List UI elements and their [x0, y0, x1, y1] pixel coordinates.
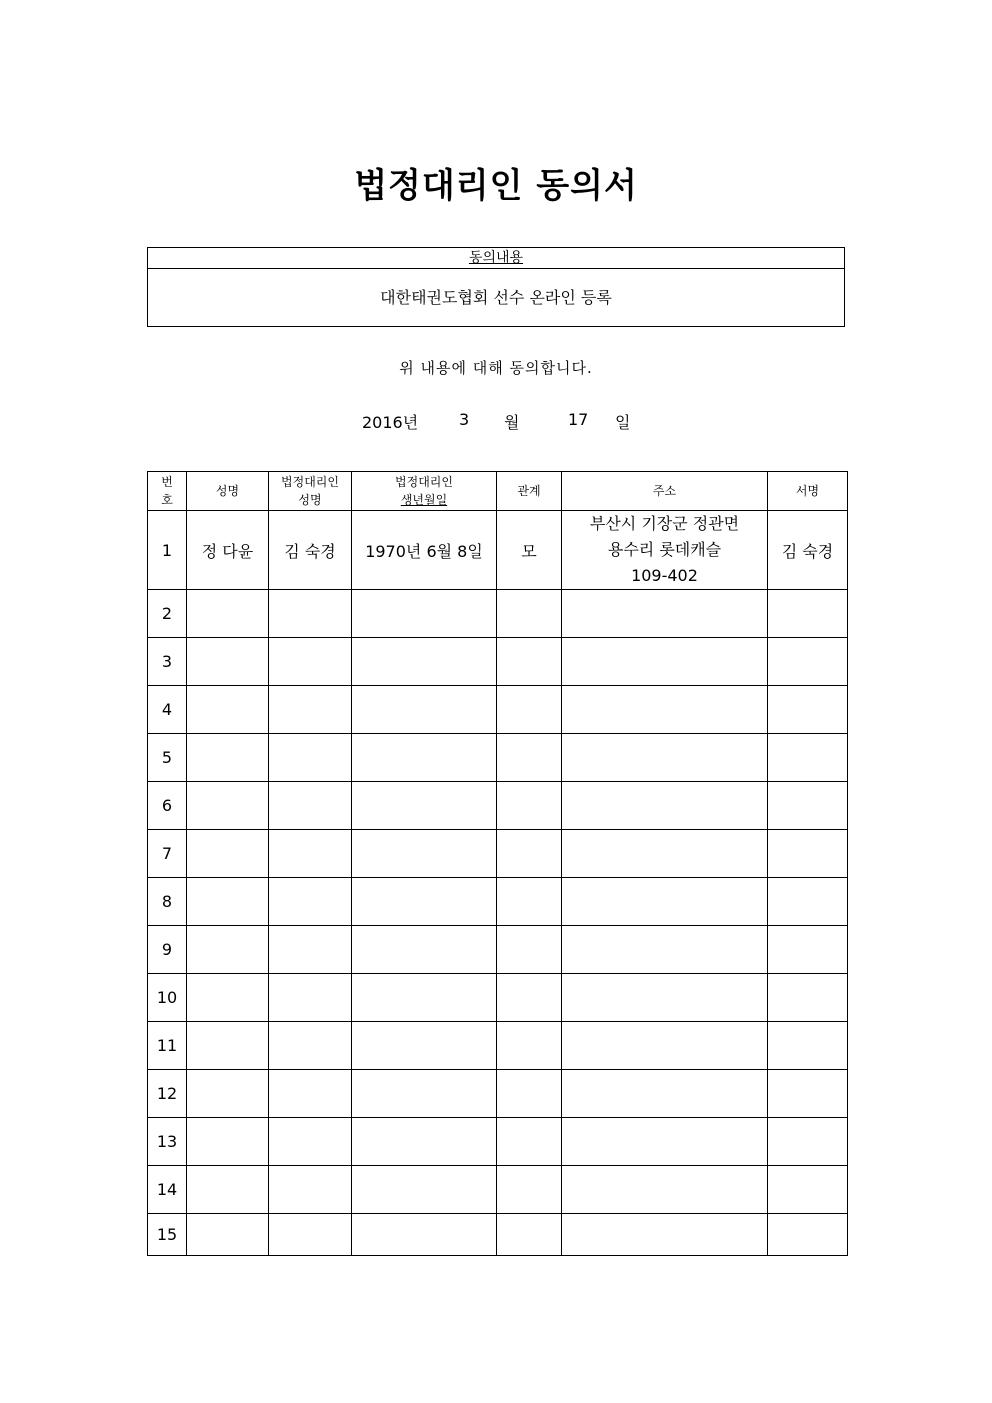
row-number: 10: [148, 974, 187, 1022]
consent-header: [148, 248, 844, 269]
row-number: 15: [148, 1214, 187, 1256]
registration-table: [147, 471, 848, 1256]
cell-name[interactable]: [187, 590, 269, 638]
cell-guardian-name: 김 숙경: [269, 511, 352, 590]
cell-name[interactable]: [187, 638, 269, 686]
cell-name[interactable]: [187, 878, 269, 926]
cell-guardian-name[interactable]: [269, 782, 352, 830]
cell-relation[interactable]: [497, 1214, 562, 1256]
date-day-unit: 일: [615, 413, 631, 432]
cell-address[interactable]: [562, 926, 768, 974]
table-row: [148, 1070, 848, 1118]
cell-guardian-birth[interactable]: [352, 1070, 497, 1118]
row-number: 3: [148, 638, 187, 686]
cell-relation[interactable]: [497, 638, 562, 686]
cell-guardian-name[interactable]: [269, 878, 352, 926]
table-row: [148, 734, 848, 782]
table-row: [148, 1022, 848, 1070]
header-guardian-name: 법정대리인 성명: [269, 472, 352, 511]
cell-guardian-name[interactable]: [269, 1118, 352, 1166]
header-guardian-birth: 법정대리인 생년월일: [352, 472, 497, 511]
table-row: [148, 782, 848, 830]
cell-address: 부산시 기장군 정관면 용수리 롯데캐슬 109-402: [562, 511, 768, 590]
cell-guardian-birth[interactable]: [352, 782, 497, 830]
cell-name[interactable]: [187, 1118, 269, 1166]
cell-relation[interactable]: [497, 1166, 562, 1214]
date-month: 3: [459, 410, 470, 429]
date-year: 2016년: [362, 413, 419, 432]
row-number: 7: [148, 830, 187, 878]
cell-guardian-name[interactable]: [269, 1022, 352, 1070]
cell-signature[interactable]: [768, 1022, 848, 1070]
cell-name[interactable]: [187, 1214, 269, 1256]
cell-name: 정 다윤: [187, 511, 269, 590]
row-number: 13: [148, 1118, 187, 1166]
cell-signature[interactable]: [768, 974, 848, 1022]
table-row: [148, 878, 848, 926]
cell-guardian-name[interactable]: [269, 830, 352, 878]
cell-relation[interactable]: [497, 590, 562, 638]
cell-guardian-birth[interactable]: [352, 974, 497, 1022]
table-row: [148, 590, 848, 638]
cell-signature: 김 숙경: [768, 511, 848, 590]
table-row: [148, 511, 848, 590]
consent-content: 대한태권도협회 선수 온라인 등록: [380, 288, 612, 307]
cell-guardian-birth[interactable]: [352, 1022, 497, 1070]
cell-name[interactable]: [187, 782, 269, 830]
cell-relation[interactable]: [497, 878, 562, 926]
row-number: 12: [148, 1070, 187, 1118]
cell-guardian-birth[interactable]: [352, 590, 497, 638]
cell-address[interactable]: [562, 974, 768, 1022]
cell-guardian-birth[interactable]: [352, 926, 497, 974]
cell-relation[interactable]: [497, 926, 562, 974]
cell-address[interactable]: [562, 590, 768, 638]
cell-guardian-name[interactable]: [269, 590, 352, 638]
row-number: 14: [148, 1166, 187, 1214]
cell-signature[interactable]: [768, 638, 848, 686]
row-number: 6: [148, 782, 187, 830]
cell-signature[interactable]: [768, 878, 848, 926]
cell-signature[interactable]: [768, 590, 848, 638]
cell-address[interactable]: [562, 1022, 768, 1070]
cell-name[interactable]: [187, 686, 269, 734]
cell-signature[interactable]: [768, 686, 848, 734]
cell-guardian-birth[interactable]: [352, 686, 497, 734]
cell-relation[interactable]: [497, 734, 562, 782]
table-row: [148, 1214, 848, 1256]
cell-guardian-name[interactable]: [269, 1166, 352, 1214]
cell-name[interactable]: [187, 734, 269, 782]
table-row: [148, 1118, 848, 1166]
cell-signature[interactable]: [768, 734, 848, 782]
cell-relation[interactable]: [497, 782, 562, 830]
cell-address[interactable]: [562, 1166, 768, 1214]
cell-guardian-name[interactable]: [269, 926, 352, 974]
cell-guardian-name[interactable]: [269, 638, 352, 686]
cell-guardian-birth[interactable]: [352, 1118, 497, 1166]
cell-address[interactable]: [562, 686, 768, 734]
header-name: 성명: [187, 472, 269, 511]
cell-guardian-birth[interactable]: [352, 1166, 497, 1214]
cell-relation[interactable]: [497, 830, 562, 878]
cell-address[interactable]: [562, 782, 768, 830]
cell-guardian-name[interactable]: [269, 974, 352, 1022]
cell-signature[interactable]: [768, 1166, 848, 1214]
table-row: [148, 926, 848, 974]
cell-relation[interactable]: [497, 1118, 562, 1166]
cell-relation: 모: [497, 511, 562, 590]
table-row: [148, 830, 848, 878]
cell-guardian-name[interactable]: [269, 1070, 352, 1118]
table-header-row: [148, 472, 848, 511]
table-row: [148, 1166, 848, 1214]
cell-relation[interactable]: [497, 1022, 562, 1070]
header-signature: 서명: [768, 472, 848, 511]
cell-signature[interactable]: [768, 830, 848, 878]
cell-guardian-birth[interactable]: [352, 638, 497, 686]
cell-guardian-birth[interactable]: [352, 1214, 497, 1256]
cell-guardian-birth[interactable]: [352, 830, 497, 878]
row-number: 11: [148, 1022, 187, 1070]
cell-relation[interactable]: [497, 686, 562, 734]
date-month-unit: 월: [504, 413, 520, 432]
cell-name[interactable]: [187, 926, 269, 974]
cell-name[interactable]: [187, 1022, 269, 1070]
consent-box: [147, 247, 845, 327]
row-number: 9: [148, 926, 187, 974]
cell-name[interactable]: [187, 974, 269, 1022]
cell-address[interactable]: [562, 878, 768, 926]
cell-name[interactable]: [187, 830, 269, 878]
cell-address[interactable]: [562, 1214, 768, 1256]
consent-header-label: 동의내용: [468, 250, 524, 266]
cell-address[interactable]: [562, 734, 768, 782]
cell-signature[interactable]: [768, 1118, 848, 1166]
cell-relation[interactable]: [497, 1070, 562, 1118]
cell-address[interactable]: [562, 1118, 768, 1166]
agreement-text: 위 내용에 대해 동의합니다.: [399, 359, 593, 377]
cell-relation[interactable]: [497, 974, 562, 1022]
cell-signature[interactable]: [768, 1070, 848, 1118]
header-number: 번 호: [148, 472, 187, 511]
header-address: 주소: [562, 472, 768, 511]
cell-guardian-name[interactable]: [269, 734, 352, 782]
cell-guardian-birth[interactable]: [352, 878, 497, 926]
cell-guardian-name[interactable]: [269, 686, 352, 734]
cell-name[interactable]: [187, 1166, 269, 1214]
date-day: 17: [568, 410, 589, 429]
cell-guardian-name[interactable]: [269, 1214, 352, 1256]
table-row: [148, 686, 848, 734]
row-number: 8: [148, 878, 187, 926]
cell-address[interactable]: [562, 638, 768, 686]
table-row: [148, 638, 848, 686]
row-number: 1: [148, 511, 187, 590]
cell-address[interactable]: [562, 830, 768, 878]
cell-name[interactable]: [187, 1070, 269, 1118]
table-row: [148, 974, 848, 1022]
cell-signature[interactable]: [768, 1214, 848, 1256]
row-number: 4: [148, 686, 187, 734]
cell-guardian-birth: 1970년 6월 8일: [352, 511, 497, 590]
row-number: 2: [148, 590, 187, 638]
cell-signature[interactable]: [768, 926, 848, 974]
document-title: 법정대리인 동의서: [354, 166, 638, 206]
cell-guardian-birth[interactable]: [352, 734, 497, 782]
cell-address[interactable]: [562, 1070, 768, 1118]
header-relation: 관계: [497, 472, 562, 511]
cell-signature[interactable]: [768, 782, 848, 830]
row-number: 5: [148, 734, 187, 782]
